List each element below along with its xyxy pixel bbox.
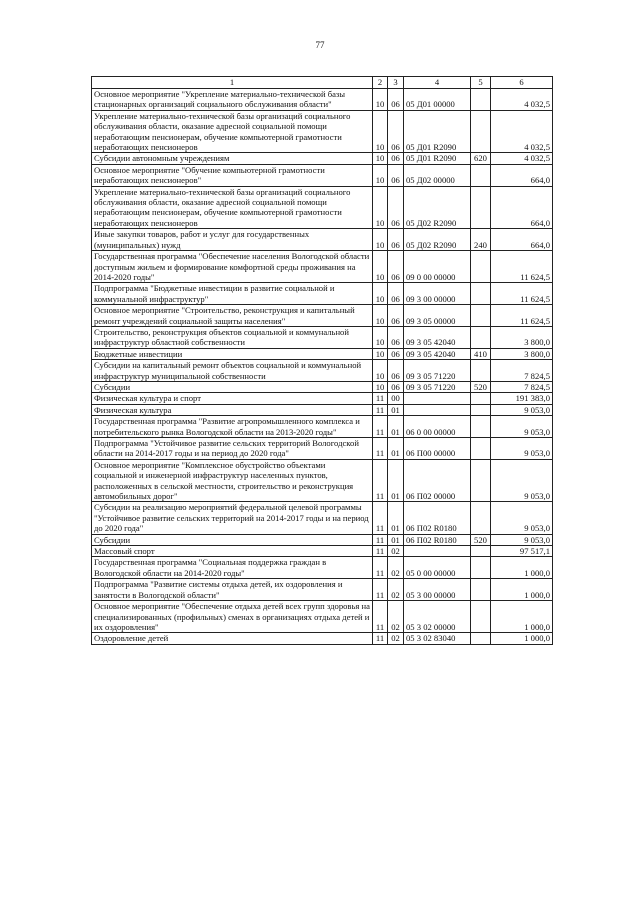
section-code-cell: 11 bbox=[373, 416, 388, 438]
expense-type-cell bbox=[471, 459, 491, 502]
section-code-cell: 11 bbox=[373, 534, 388, 545]
expense-type-cell bbox=[471, 633, 491, 644]
table-row bbox=[92, 153, 553, 164]
section-code-cell: 11 bbox=[373, 404, 388, 415]
row-name-cell: Субсидии bbox=[92, 381, 373, 392]
target-article-cell: 05 Д01 00000 bbox=[404, 89, 471, 111]
row-name-cell: Государственная программа "Обеспечение населения Вологодской области доступным жильем и формирование комфортной среды проживания на 2014-2020 годы" bbox=[92, 251, 373, 283]
amount-cell: 664,0 bbox=[491, 229, 553, 251]
table-row bbox=[92, 546, 553, 557]
row-name-cell: Основное мероприятие "Обучение компьютерной грамотности неработающих пенсионеров" bbox=[92, 164, 373, 186]
row-name-cell: Иные закупки товаров, работ и услуг для государственных (муниципальных) нужд bbox=[92, 229, 373, 251]
row-name-cell: Физическая культура и спорт bbox=[92, 393, 373, 404]
section-code-cell: 11 bbox=[373, 557, 388, 579]
row-name-cell: Подпрограмма "Бюджетные инвестиции в развитие социальной и коммунальной инфраструктур" bbox=[92, 283, 373, 305]
amount-cell: 1 000,0 bbox=[491, 633, 553, 644]
expense-type-cell bbox=[471, 601, 491, 633]
expense-type-cell bbox=[471, 393, 491, 404]
target-article-cell: 06 П02 R0180 bbox=[404, 502, 471, 534]
column-header: 6 bbox=[491, 77, 553, 89]
expense-type-cell bbox=[471, 251, 491, 283]
row-name-cell: Укрепление материально-технической базы организаций социального обслуживания области, оказание адресной социальной помощи неработающим пенсионерам, обучение компьютерной грамотности неработающих пенсионеров bbox=[92, 110, 373, 153]
table-row bbox=[92, 534, 553, 545]
subsection-code-cell: 06 bbox=[388, 153, 404, 164]
subsection-code-cell: 06 bbox=[388, 89, 404, 111]
column-header: 5 bbox=[471, 77, 491, 89]
amount-cell: 3 800,0 bbox=[491, 348, 553, 359]
row-name-cell: Субсидии на реализацию мероприятий федеральной целевой программы "Устойчивое развитие сельских территорий на 2014-2017 годы и на период до 2020 года" bbox=[92, 502, 373, 534]
target-article-cell: 05 Д02 R2090 bbox=[404, 229, 471, 251]
amount-cell: 11 624,5 bbox=[491, 251, 553, 283]
subsection-code-cell: 06 bbox=[388, 381, 404, 392]
table-row bbox=[92, 186, 553, 229]
expense-type-cell bbox=[471, 438, 491, 460]
budget-table bbox=[91, 76, 553, 645]
target-article-cell: 05 Д02 R2090 bbox=[404, 186, 471, 229]
expense-type-cell bbox=[471, 502, 491, 534]
amount-cell: 4 032,5 bbox=[491, 153, 553, 164]
section-code-cell: 11 bbox=[373, 393, 388, 404]
section-code-cell: 11 bbox=[373, 459, 388, 502]
expense-type-cell bbox=[471, 164, 491, 186]
expense-type-cell bbox=[471, 110, 491, 153]
expense-type-cell bbox=[471, 186, 491, 229]
expense-type-cell bbox=[471, 404, 491, 415]
table-row bbox=[92, 283, 553, 305]
target-article-cell: 09 3 05 71220 bbox=[404, 381, 471, 392]
subsection-code-cell: 06 bbox=[388, 326, 404, 348]
expense-type-cell bbox=[471, 557, 491, 579]
amount-cell: 9 053,0 bbox=[491, 438, 553, 460]
table-row bbox=[92, 360, 553, 382]
subsection-code-cell: 06 bbox=[388, 110, 404, 153]
row-name-cell: Основное мероприятие "Строительство, реконструкция и капитальный ремонт учреждений социальной защиты населения" bbox=[92, 305, 373, 327]
amount-cell: 7 824,5 bbox=[491, 360, 553, 382]
target-article-cell: 06 П00 00000 bbox=[404, 438, 471, 460]
amount-cell: 11 624,5 bbox=[491, 283, 553, 305]
section-code-cell: 10 bbox=[373, 360, 388, 382]
amount-cell: 9 053,0 bbox=[491, 404, 553, 415]
amount-cell: 191 383,0 bbox=[491, 393, 553, 404]
table-row bbox=[92, 557, 553, 579]
amount-cell: 97 517,1 bbox=[491, 546, 553, 557]
expense-type-cell bbox=[471, 283, 491, 305]
table-row bbox=[92, 601, 553, 633]
row-name-cell: Субсидии bbox=[92, 534, 373, 545]
section-code-cell: 10 bbox=[373, 110, 388, 153]
section-code-cell: 11 bbox=[373, 546, 388, 557]
target-article-cell: 09 3 05 00000 bbox=[404, 305, 471, 327]
amount-cell: 4 032,5 bbox=[491, 89, 553, 111]
expense-type-cell: 520 bbox=[471, 534, 491, 545]
section-code-cell: 10 bbox=[373, 305, 388, 327]
table-header-row bbox=[92, 77, 553, 89]
page-number: 77 bbox=[315, 40, 325, 50]
section-code-cell: 10 bbox=[373, 153, 388, 164]
target-article-cell bbox=[404, 546, 471, 557]
amount-cell: 1 000,0 bbox=[491, 601, 553, 633]
amount-cell: 7 824,5 bbox=[491, 381, 553, 392]
row-name-cell: Основное мероприятие "Обеспечение отдыха детей всех групп здоровья на специализированных (профильных) сменах в организациях отдыха детей и их оздоровления" bbox=[92, 601, 373, 633]
table-row bbox=[92, 89, 553, 111]
expense-type-cell bbox=[471, 326, 491, 348]
expense-type-cell: 410 bbox=[471, 348, 491, 359]
target-article-cell: 05 3 00 00000 bbox=[404, 579, 471, 601]
table-row bbox=[92, 579, 553, 601]
column-header: 3 bbox=[388, 77, 404, 89]
target-article-cell: 09 3 05 71220 bbox=[404, 360, 471, 382]
expense-type-cell bbox=[471, 305, 491, 327]
target-article-cell: 09 3 05 42040 bbox=[404, 326, 471, 348]
row-name-cell: Субсидии автономным учреждениям bbox=[92, 153, 373, 164]
target-article-cell bbox=[404, 404, 471, 415]
subsection-code-cell: 01 bbox=[388, 534, 404, 545]
expense-type-cell bbox=[471, 546, 491, 557]
target-article-cell: 05 Д01 R2090 bbox=[404, 110, 471, 153]
row-name-cell: Бюджетные инвестиции bbox=[92, 348, 373, 359]
expense-type-cell: 620 bbox=[471, 153, 491, 164]
subsection-code-cell: 06 bbox=[388, 186, 404, 229]
column-header: 2 bbox=[373, 77, 388, 89]
expense-type-cell bbox=[471, 360, 491, 382]
amount-cell: 9 053,0 bbox=[491, 534, 553, 545]
section-code-cell: 11 bbox=[373, 601, 388, 633]
subsection-code-cell: 01 bbox=[388, 438, 404, 460]
subsection-code-cell: 02 bbox=[388, 546, 404, 557]
subsection-code-cell: 02 bbox=[388, 579, 404, 601]
expense-type-cell bbox=[471, 416, 491, 438]
column-header: 4 bbox=[404, 77, 471, 89]
row-name-cell: Государственная программа "Развитие агропромышленного комплекса и потребительского рынка Вологодской области на 2013-2020 годы" bbox=[92, 416, 373, 438]
table-row bbox=[92, 326, 553, 348]
subsection-code-cell: 02 bbox=[388, 633, 404, 644]
row-name-cell: Укрепление материально-технической базы организаций социального обслуживания области, оказание адресной социальной помощи неработающим пенсионерам, обучение компьютерной грамотности неработающих пенсионеров bbox=[92, 186, 373, 229]
table-row bbox=[92, 633, 553, 644]
amount-cell: 4 032,5 bbox=[491, 110, 553, 153]
target-article-cell: 09 3 00 00000 bbox=[404, 283, 471, 305]
amount-cell: 664,0 bbox=[491, 164, 553, 186]
row-name-cell: Основное мероприятие "Укрепление материально-технической базы стационарных организаций социального обслуживания области" bbox=[92, 89, 373, 111]
subsection-code-cell: 01 bbox=[388, 502, 404, 534]
target-article-cell bbox=[404, 393, 471, 404]
table-row bbox=[92, 229, 553, 251]
table-row bbox=[92, 438, 553, 460]
row-name-cell: Подпрограмма "Развитие системы отдыха детей, их оздоровления и занятости в Вологодской области" bbox=[92, 579, 373, 601]
row-name-cell: Оздоровление детей bbox=[92, 633, 373, 644]
subsection-code-cell: 06 bbox=[388, 283, 404, 305]
section-code-cell: 10 bbox=[373, 186, 388, 229]
table-row bbox=[92, 416, 553, 438]
amount-cell: 9 053,0 bbox=[491, 459, 553, 502]
subsection-code-cell: 06 bbox=[388, 229, 404, 251]
table-row bbox=[92, 348, 553, 359]
target-article-cell: 06 П02 00000 bbox=[404, 459, 471, 502]
target-article-cell: 05 0 00 00000 bbox=[404, 557, 471, 579]
section-code-cell: 11 bbox=[373, 579, 388, 601]
subsection-code-cell: 06 bbox=[388, 305, 404, 327]
expense-type-cell: 520 bbox=[471, 381, 491, 392]
row-name-cell: Государственная программа "Социальная поддержка граждан в Вологодской области на 2014-2020 годы" bbox=[92, 557, 373, 579]
section-code-cell: 10 bbox=[373, 381, 388, 392]
amount-cell: 3 800,0 bbox=[491, 326, 553, 348]
target-article-cell: 09 0 00 00000 bbox=[404, 251, 471, 283]
row-name-cell: Физическая культура bbox=[92, 404, 373, 415]
subsection-code-cell: 01 bbox=[388, 404, 404, 415]
section-code-cell: 10 bbox=[373, 229, 388, 251]
subsection-code-cell: 06 bbox=[388, 360, 404, 382]
expense-type-cell bbox=[471, 89, 491, 111]
section-code-cell: 11 bbox=[373, 438, 388, 460]
amount-cell: 11 624,5 bbox=[491, 305, 553, 327]
target-article-cell: 09 3 05 42040 bbox=[404, 348, 471, 359]
target-article-cell: 05 Д01 R2090 bbox=[404, 153, 471, 164]
table-row bbox=[92, 164, 553, 186]
table-row bbox=[92, 502, 553, 534]
subsection-code-cell: 01 bbox=[388, 459, 404, 502]
subsection-code-cell: 06 bbox=[388, 164, 404, 186]
subsection-code-cell: 02 bbox=[388, 557, 404, 579]
subsection-code-cell: 01 bbox=[388, 416, 404, 438]
row-name-cell: Субсидии на капитальный ремонт объектов социальной и коммунальной инфраструктур муниципальной собственности bbox=[92, 360, 373, 382]
section-code-cell: 10 bbox=[373, 348, 388, 359]
subsection-code-cell: 02 bbox=[388, 601, 404, 633]
target-article-cell: 05 Д02 00000 bbox=[404, 164, 471, 186]
row-name-cell: Подпрограмма "Устойчивое развитие сельских территорий Вологодской области на 2014-2017 годы и на период до 2020 года" bbox=[92, 438, 373, 460]
amount-cell: 9 053,0 bbox=[491, 416, 553, 438]
amount-cell: 1 000,0 bbox=[491, 579, 553, 601]
row-name-cell: Основное мероприятие "Комплексное обустройство объектами социальной и инженерной инфраструктур населенных пунктов, расположенных в сельской местности, строительство и реконструкция автомобильных дорог" bbox=[92, 459, 373, 502]
amount-cell: 9 053,0 bbox=[491, 502, 553, 534]
table-row bbox=[92, 393, 553, 404]
section-code-cell: 10 bbox=[373, 164, 388, 186]
amount-cell: 664,0 bbox=[491, 186, 553, 229]
subsection-code-cell: 06 bbox=[388, 251, 404, 283]
table-row bbox=[92, 459, 553, 502]
subsection-code-cell: 06 bbox=[388, 348, 404, 359]
row-name-cell: Массовый спорт bbox=[92, 546, 373, 557]
expense-type-cell bbox=[471, 579, 491, 601]
section-code-cell: 11 bbox=[373, 633, 388, 644]
row-name-cell: Строительство, реконструкция объектов социальной и коммунальной инфраструктур областной собственности bbox=[92, 326, 373, 348]
table-row bbox=[92, 110, 553, 153]
target-article-cell: 06 П02 R0180 bbox=[404, 534, 471, 545]
section-code-cell: 11 bbox=[373, 502, 388, 534]
column-header: 1 bbox=[92, 77, 373, 89]
amount-cell: 1 000,0 bbox=[491, 557, 553, 579]
table-row bbox=[92, 381, 553, 392]
target-article-cell: 06 0 00 00000 bbox=[404, 416, 471, 438]
target-article-cell: 05 3 02 00000 bbox=[404, 601, 471, 633]
section-code-cell: 10 bbox=[373, 283, 388, 305]
table-row bbox=[92, 404, 553, 415]
table-row bbox=[92, 251, 553, 283]
section-code-cell: 10 bbox=[373, 326, 388, 348]
section-code-cell: 10 bbox=[373, 251, 388, 283]
expense-type-cell: 240 bbox=[471, 229, 491, 251]
budget-table-body bbox=[92, 77, 553, 645]
target-article-cell: 05 3 02 83040 bbox=[404, 633, 471, 644]
subsection-code-cell: 00 bbox=[388, 393, 404, 404]
section-code-cell: 10 bbox=[373, 89, 388, 111]
table-row bbox=[92, 305, 553, 327]
